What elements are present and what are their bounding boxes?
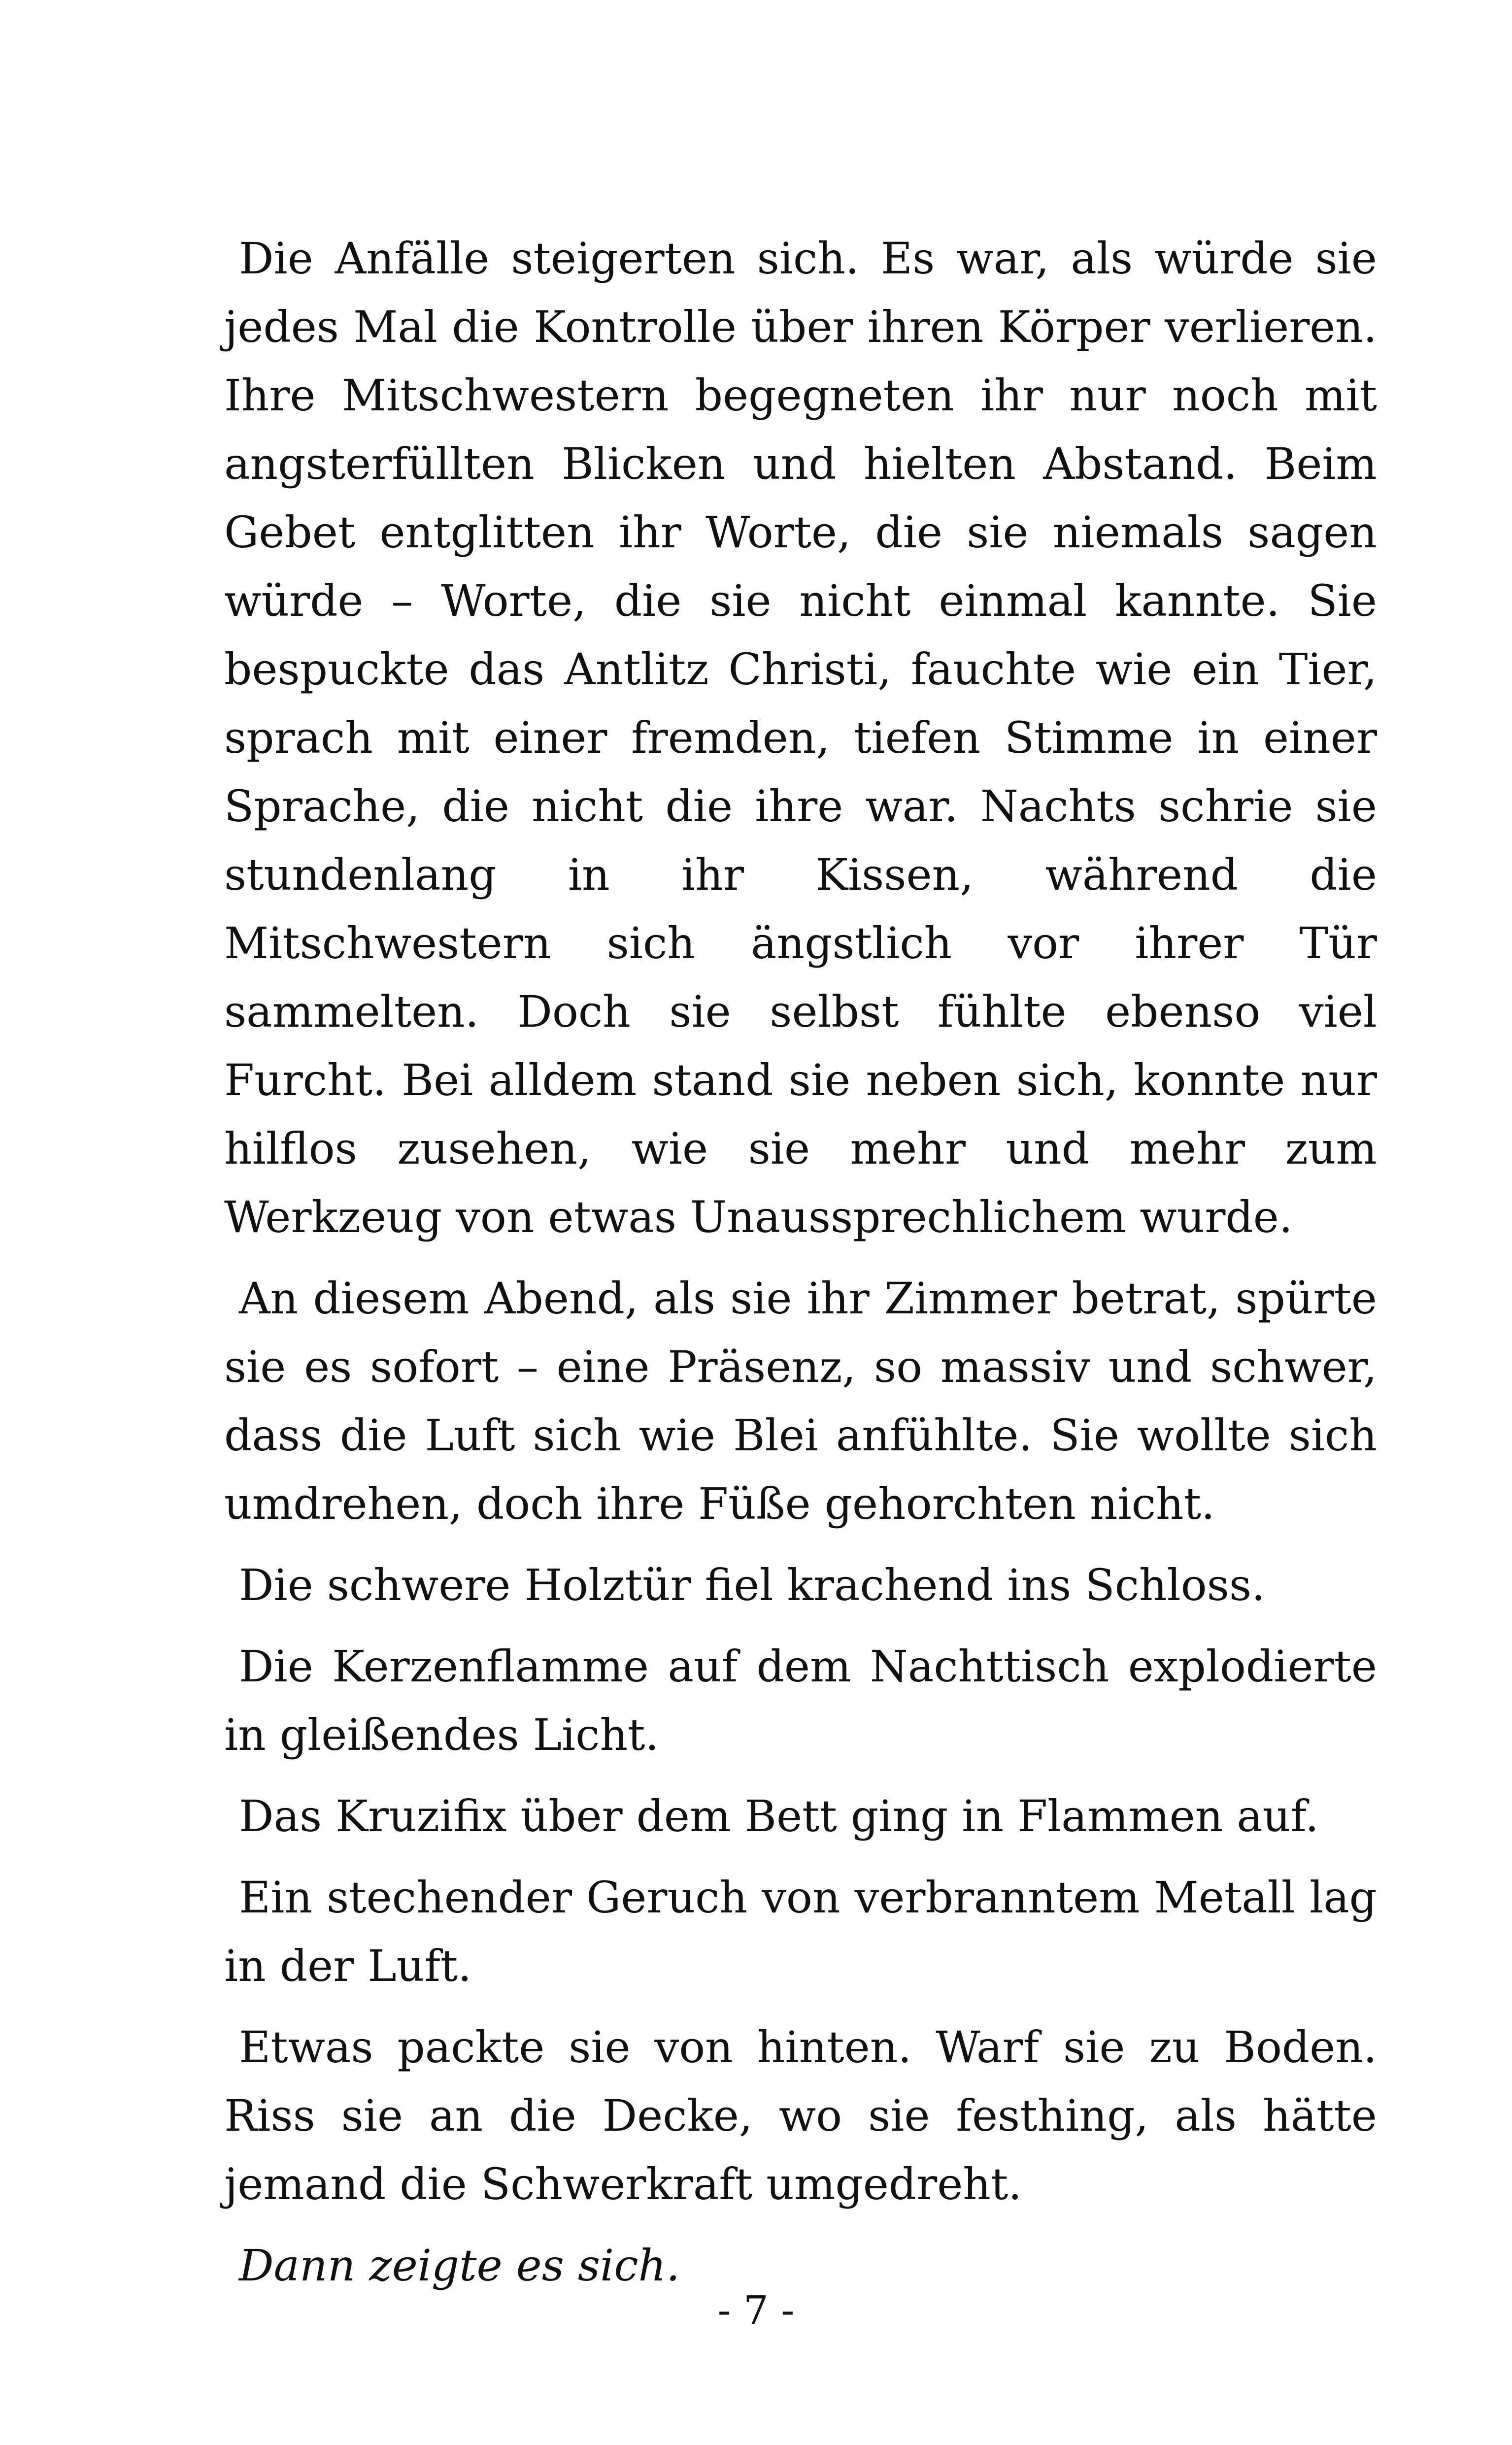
paragraph-seizures: Die Anfälle steigerten sich. Es war, als würde sie jedes Mal die Kontrolle über ihren Körper verlieren. Ihre Mitschwestern begegneten ihr nur noch mit angsterfüllten Blicken und hielten Abstand. Beim Gebet entglitten ihr Worte, die sie niemals sagen würde – Worte, die sie nicht einmal kannte. Sie bespuckte das Antlitz Christi, fauchte wie ein Tier, sprach mit einer fremden, tiefen Stimme in einer Sprache, die nicht die ihre war. Nachts schrie sie stundenlang in ihr Kissen, während die Mitschwestern sich ängstlich vor ihrer Tür sammelten. Doch sie selbst fühlte ebenso viel Furcht. Bei alldem stand sie neben sich, konnte nur hilflos zusehen, wie sie mehr und mehr zum Werkzeug von etwas Unaussprechlichem wurde. <box>224 233 1377 1242</box>
paragraph-smell: Ein stechender Geruch von verbranntem Metall lag in der Luft. <box>224 1872 1377 1991</box>
paragraph-door: Die schwere Holztür fiel krachend ins Schloss. <box>239 1560 1266 1610</box>
page-number: - 7 - <box>717 2287 795 2333</box>
paragraph-revealed: Dann zeigte es sich. <box>239 2240 680 2291</box>
paragraph-candle: Die Kerzenflamme auf dem Nachttisch explodierte in gleißendes Licht. <box>224 1641 1377 1760</box>
paragraph-grabbed: Etwas packte sie von hinten. Warf sie zu Boden. Riss sie an die Decke, wo sie festhing, als hätte jemand die Schwerkraft umgedreht. <box>224 2022 1377 2210</box>
page-text-block <box>224 224 1377 2300</box>
paragraph-crucifix: Das Kruzifix über dem Bett ging in Flammen auf. <box>239 1791 1319 1842</box>
paragraph-evening: An diesem Abend, als sie ihr Zimmer betrat, spürte sie es sofort – eine Präsenz, so massiv und schwer, dass die Luft sich wie Blei anfühlte. Sie wollte sich umdrehen, doch ihre Füße gehorchten nicht. <box>224 1273 1377 1529</box>
